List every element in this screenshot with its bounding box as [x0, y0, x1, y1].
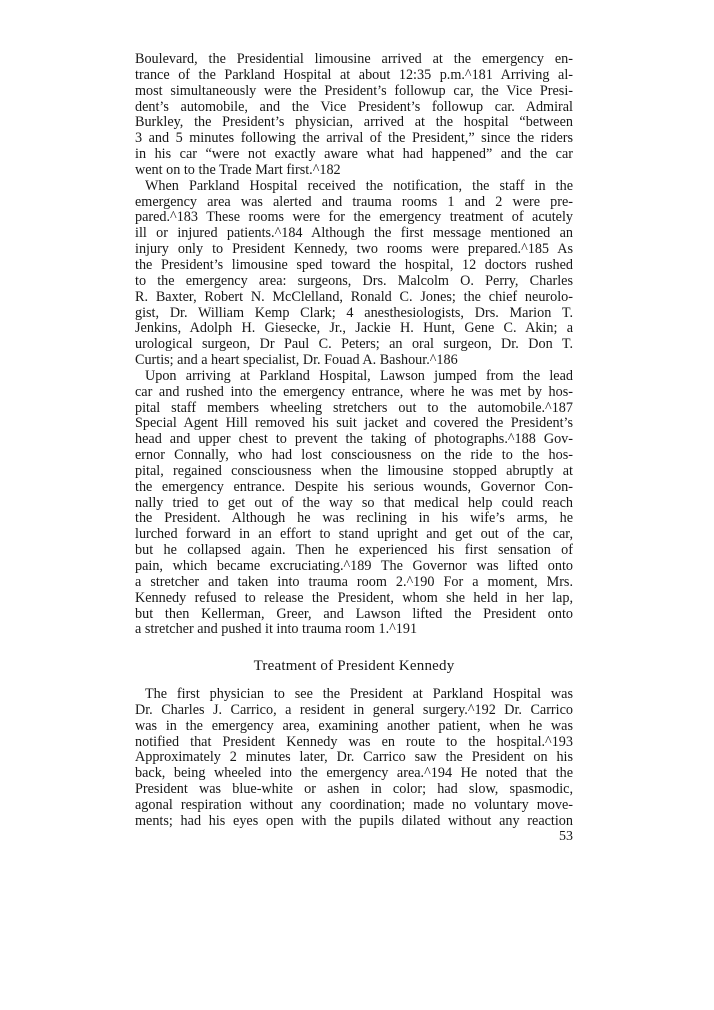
text-line: Kennedy refused to release the President, whom she held in her lap,: [135, 589, 573, 606]
text-line: ments; had his eyes open with the pupils dilated without any reaction: [135, 812, 573, 829]
text-line: a stretcher and taken into trauma room 2.^190 For a moment, Mrs.: [135, 573, 573, 590]
text-line: ernor Connally, who had lost consciousness on the ride to the hos-: [135, 447, 573, 464]
text-line: Upon arriving at Parkland Hospital, Lawson jumped from the lead: [145, 367, 573, 384]
text-line: lurched forward in an effort to stand upright and get out of the car,: [135, 526, 573, 543]
paragraph: [135, 52, 573, 179]
text-line: agonal respiration without any coordination; made no voluntary move-: [135, 796, 573, 813]
text-line: most simultaneously were the President’s followup car, the Vice Presi-: [135, 82, 573, 99]
text-line: 3 and 5 minutes following the arrival of the President,” since the riders: [135, 130, 573, 147]
paragraph: [135, 687, 573, 830]
text-line: pital staff members wheeling stretchers out to the automobile.^187: [135, 399, 573, 416]
text-line: emergency area was alerted and trauma rooms 1 and 2 were pre-: [135, 193, 573, 210]
text-line: When Parkland Hospital received the notification, the staff in the: [145, 177, 573, 194]
text-line: Burkley, the President’s physician, arrived at the hospital “between: [135, 114, 573, 131]
text-line: pital, regained consciousness when the limousine stopped abruptly at: [135, 462, 573, 479]
text-line: gist, Dr. William Kemp Clark; 4 anesthesiologists, Drs. Marion T.: [135, 304, 573, 321]
text-line: ill or injured patients.^184 Although the first message mentioned an: [135, 225, 573, 242]
text-line: but he collapsed again. Then he experienced his first sensation of: [135, 542, 573, 559]
text-line: Boulevard, the Presidential limousine arrived at the emergency en-: [135, 51, 573, 67]
text-line: was in the emergency area, examining another patient, when he was: [135, 717, 573, 734]
text-line: to the emergency area: surgeons, Drs. Malcolm O. Perry, Charles: [135, 272, 573, 289]
section-heading: Treatment of President Kennedy: [253, 658, 455, 675]
text-line: went on to the Trade Mart first.^182: [135, 161, 341, 178]
text-line: R. Baxter, Robert N. McClelland, Ronald C. Jones; the chief neurolo-: [135, 288, 573, 305]
text-line: back, being wheeled into the emergency area.^194 He noted that the: [135, 765, 573, 782]
body-text: [135, 52, 573, 638]
text-line: Dr. Charles J. Carrico, a resident in general surgery.^192 Dr. Carrico: [135, 701, 573, 718]
text-line: in his car “were not exactly aware what had happened” and the car: [135, 146, 573, 163]
text-line: pain, which became excruciating.^189 The Governor was lifted onto: [135, 558, 573, 574]
text-line: but then Kellerman, Greer, and Lawson lifted the President onto: [135, 605, 573, 622]
text-line: head and upper chest to prevent the taking of photographs.^188 Gov-: [135, 431, 573, 448]
text-line: notified that President Kennedy was en route to the hospital.^193: [135, 733, 573, 750]
text-line: the emergency entrance. Despite his serious wounds, Governor Con-: [135, 478, 573, 495]
text-line: The first physician to see the President at Parkland Hospital was: [145, 686, 573, 703]
text-line: the President. Although he was reclining in his wife’s arms, he: [135, 510, 573, 527]
text-line: injury only to President Kennedy, two rooms were prepared.^185 As: [135, 241, 573, 258]
paragraph: [135, 179, 573, 369]
section-body-text: [135, 687, 573, 830]
text-line: Jenkins, Adolph H. Giesecke, Jr., Jackie H. Hunt, Gene C. Akin; a: [135, 320, 573, 337]
text-line: the President’s limousine sped toward the hospital, 12 doctors rushed: [135, 256, 573, 273]
text-line: President was blue-white or ashen in color; had slow, spasmodic,: [135, 781, 573, 798]
page-number: 53: [559, 829, 573, 844]
text-line: dent’s automobile, and the Vice President’s followup car. Admiral: [135, 98, 573, 115]
paragraph: [135, 369, 573, 638]
text-line: car and rushed into the emergency entrance, where he was met by hos-: [135, 383, 573, 400]
text-line: Curtis; and a heart specialist, Dr. Fouad A. Bashour.^186: [135, 352, 458, 369]
text-line: nally tried to get out of the way so that medical help could reach: [135, 494, 573, 511]
text-line: pared.^183 These rooms were for the emergency treatment of acutely: [135, 209, 573, 226]
document-page: [135, 52, 573, 830]
text-line: Approximately 2 minutes later, Dr. Carrico saw the President on his: [135, 749, 573, 766]
text-line: a stretcher and pushed it into trauma room 1.^191: [135, 621, 418, 638]
text-line: trance of the Parkland Hospital at about 12:35 p.m.^181 Arriving al-: [135, 66, 573, 83]
text-line: urological surgeon, Dr Paul C. Peters; an oral surgeon, Dr. Don T.: [135, 336, 573, 353]
text-line: Special Agent Hill removed his suit jacket and covered the President’s: [135, 415, 573, 432]
